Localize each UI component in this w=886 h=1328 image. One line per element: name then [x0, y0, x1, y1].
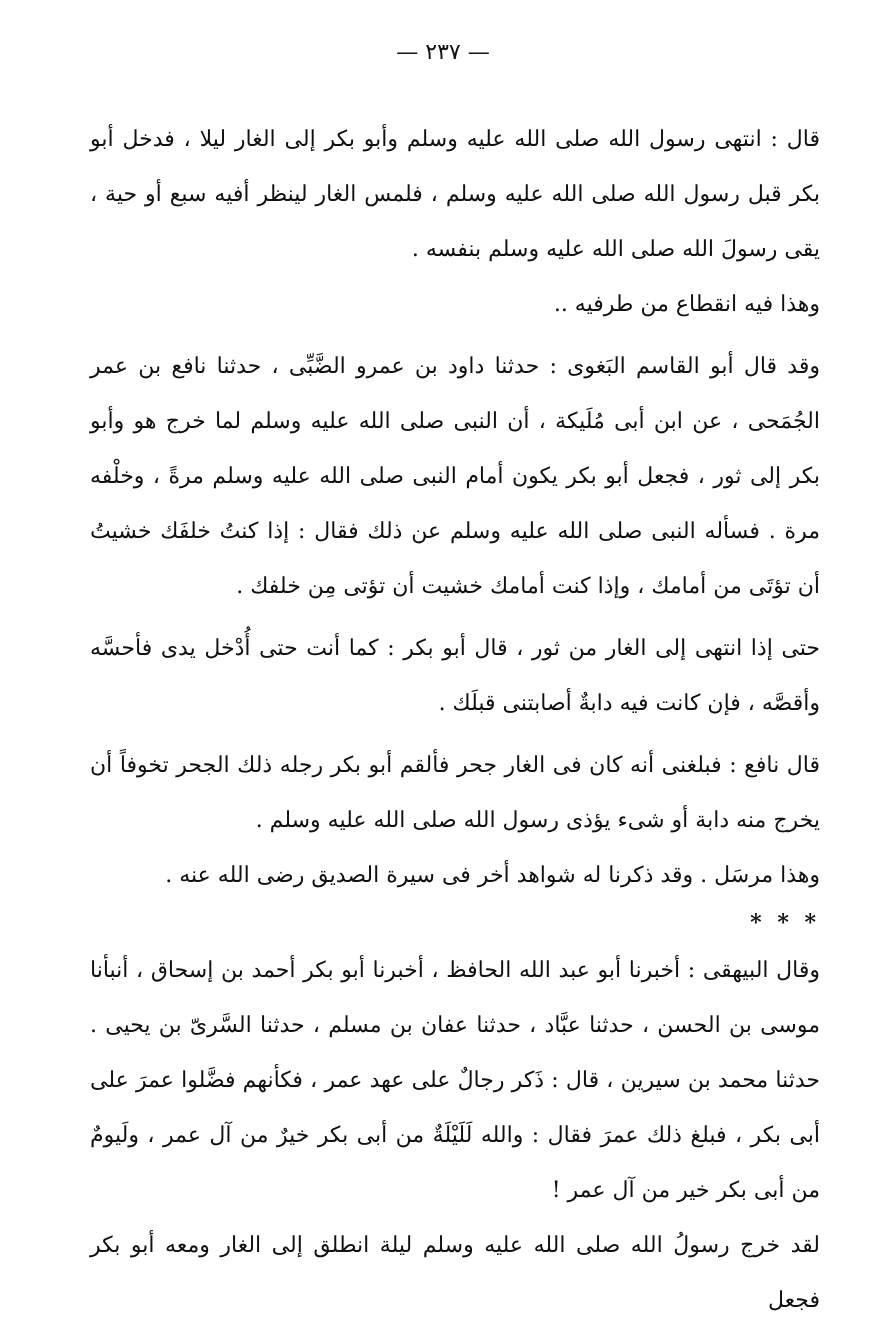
- page-number: — ٢٣٧ —: [396, 40, 490, 65]
- paragraph: وقال البيهقى : أخبرنا أبو عبد الله الحافظ ، أخبرنا أبو بكر أحمد بن إسحاق ، أنبأنا موسى بن الحسن ، حدثنا عبَّاد ، حدثنا عفان بن مسلم ، حدثنا السَّرىّ بن يحيى . حدثنا محمد بن سيرين ، قال : ذَكر رجالٌ على عهد عمر ، فكأنهم فضَّلوا عمرَ على أبى بكر ، فبلغ ذلك عمرَ فقال : والله لَلَيْلَةٌ من أبى بكر خيرٌ من آل عمر ، ولَيومٌ من أبى بكر خير من آل عمر !: [90, 958, 820, 1203]
- page-body: [90, 112, 820, 1328]
- paragraph: وهذا مرسَل . وقد ذكرنا له شواهد أخر فى سيرة الصديق رضى الله عنه .: [165, 863, 820, 888]
- section-separator: * * *: [750, 910, 820, 936]
- paragraph: قال نافع : فبلغنى أنه كان فى الغار جحر فألقم أبو بكر رجله ذلك الجحر تخوفاً أن يخرج منه دابة أو شىء يؤذى رسول الله صلى الله عليه وسلم .: [90, 753, 820, 833]
- paragraph: وهذا فيه انقطاع من طرفيه ..: [553, 292, 820, 317]
- paragraph: قال : انتهى رسول الله صلى الله عليه وسلم وأبو بكر إلى الغار ليلا ، فدخل أبو بكر قبل رسول الله صلى الله عليه وسلم ، فلمس الغار لينظر أفيه سبع أو حية ، يقى رسولَ الله صلى الله عليه وسلم بنفسه .: [90, 127, 820, 262]
- paragraph: لقد خرج رسولُ الله صلى الله عليه وسلم ليلة انطلق إلى الغار ومعه أبو بكر فجعل: [90, 1233, 820, 1313]
- paragraph: حتى إذا انتهى إلى الغار من ثور ، قال أبو بكر : كما أنت حتى أُدْخل يدى فأحسَّه وأقصَّه ، فإن كانت فيه دابةٌ أصابتنى قبلَك .: [90, 636, 820, 716]
- paragraph: وقد قال أبو القاسم البَغوى : حدثنا داود بن عمرو الضَّبِّى ، حدثنا نافع بن عمر الجُمَحى ، عن ابن أبى مُلَيكة ، أن النبى صلى الله عليه وسلم لما خرج هو وأبو بكر إلى ثور ، فجعل أبو بكر يكون أمام النبى صلى الله عليه وسلم مرةً ، وخلْفه مرة . فسأله النبى صلى الله عليه وسلم عن ذلك فقال : إذا كنتُ خلفَك خشيتُ أن تؤتَى من أمامك ، وإذا كنت أمامك خشيت أن تؤتى مِن خلفك .: [90, 354, 820, 599]
